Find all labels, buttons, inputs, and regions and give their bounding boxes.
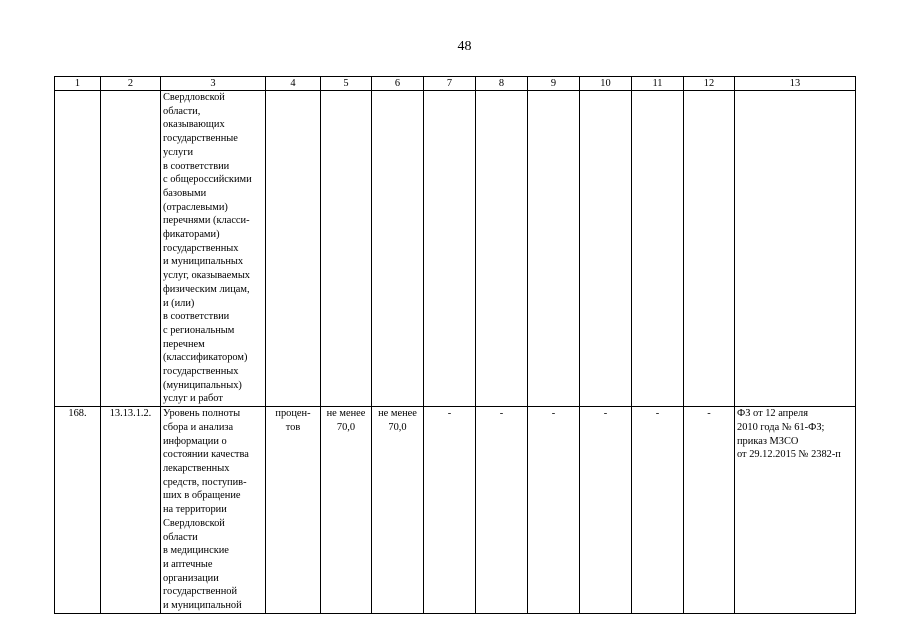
text-line: состоянии качества xyxy=(163,449,249,461)
table-row-continuation xyxy=(55,91,856,407)
cell-empty xyxy=(424,91,476,407)
cell-empty xyxy=(101,91,161,407)
text-line: лекарственных xyxy=(163,462,230,474)
text-line: не менее xyxy=(378,408,417,420)
text-line: процен- xyxy=(275,408,311,420)
text-line: информации о xyxy=(163,435,227,447)
header-cell: 6 xyxy=(372,77,424,91)
cell-empty xyxy=(266,91,321,407)
text-line: организации xyxy=(163,572,219,584)
text-line: услуг и работ xyxy=(163,393,223,405)
value-cell-col10: - xyxy=(580,407,632,614)
value-cell-col5 xyxy=(321,407,372,614)
text-line: услуг, оказываемых xyxy=(163,270,250,282)
text-line: Уровень полноты xyxy=(163,408,241,420)
indicator-name-continuation xyxy=(161,91,266,407)
header-cell: 12 xyxy=(684,77,735,91)
text-line: тов xyxy=(285,421,301,433)
text-line: государственные xyxy=(163,133,238,145)
header-cell: 3 xyxy=(161,77,266,91)
header-row xyxy=(55,77,856,91)
text-line: и муниципальной xyxy=(163,600,242,612)
cell-empty xyxy=(321,91,372,407)
cell-empty xyxy=(476,91,528,407)
value-cell-col8: - xyxy=(476,407,528,614)
unit-cell xyxy=(266,407,321,614)
cell-empty xyxy=(528,91,580,407)
header-cell: 1 xyxy=(55,77,101,91)
indicator-name-cell xyxy=(161,407,266,614)
header-cell: 9 xyxy=(528,77,580,91)
text-line: с региональным xyxy=(163,324,235,336)
cell-empty xyxy=(55,91,101,407)
table-row-168 xyxy=(55,407,856,614)
cell-empty xyxy=(684,91,735,407)
text-line: Свердловской xyxy=(163,517,225,529)
text-line: (классификатором) xyxy=(163,352,248,364)
text-line: перечнями (класси- xyxy=(163,215,250,227)
value-cell-col6 xyxy=(372,407,424,614)
text-line: не менее xyxy=(326,408,366,420)
text-line: средств, поступив- xyxy=(163,476,247,488)
header-cell: 7 xyxy=(424,77,476,91)
value-cell-col9: - xyxy=(528,407,580,614)
text-line: 70,0 xyxy=(388,421,407,433)
header-cell: 13 xyxy=(735,77,856,91)
text-line: в соответствии xyxy=(163,311,230,323)
text-line: государственных xyxy=(163,366,239,378)
text-line: оказывающих xyxy=(163,119,225,131)
value-cell-col7: - xyxy=(424,407,476,614)
page-number: 48 xyxy=(457,39,472,54)
text-line: базовыми xyxy=(163,187,207,199)
row-code-cell: 13.13.1.2. xyxy=(101,407,161,614)
header-cell: 5 xyxy=(321,77,372,91)
text-line: 70,0 xyxy=(336,421,356,433)
cell-empty xyxy=(735,91,856,407)
row-number-cell: 168. xyxy=(55,407,101,614)
text-line: услуги xyxy=(163,146,194,158)
text-line: 2010 года № 61-ФЗ; xyxy=(737,421,825,433)
text-line: области, xyxy=(163,105,201,117)
text-line: и муниципальных xyxy=(163,256,244,268)
text-line: сбора и анализа xyxy=(163,421,234,433)
text-line: от 29.12.2015 № 2382-п xyxy=(737,449,841,461)
text-line: государственной xyxy=(163,586,238,598)
text-line: фикаторами) xyxy=(163,229,220,241)
text-line: (муниципальных) xyxy=(163,379,242,391)
source-cell xyxy=(735,407,856,614)
cell-empty xyxy=(580,91,632,407)
text-line: государственных xyxy=(163,242,239,254)
text-line: в медицинские xyxy=(163,545,229,557)
value-cell-col11: - xyxy=(632,407,684,614)
text-line: Свердловской xyxy=(163,92,225,103)
text-line: ших в обращение xyxy=(163,490,241,502)
text-line: (отраслевыми) xyxy=(163,201,228,213)
text-line: и (или) xyxy=(163,297,195,309)
cell-empty xyxy=(632,91,684,407)
text-line: приказ МЗСО xyxy=(737,435,799,447)
text-line: на территории xyxy=(163,504,227,516)
header-cell: 10 xyxy=(580,77,632,91)
indicators-table xyxy=(54,76,856,614)
cell-empty xyxy=(372,91,424,407)
value-cell-col12: - xyxy=(684,407,735,614)
header-cell: 8 xyxy=(476,77,528,91)
header-cell: 4 xyxy=(266,77,321,91)
text-line: в соответствии xyxy=(163,160,230,172)
text-line: ФЗ от 12 апреля xyxy=(737,408,809,420)
text-line: с общероссийскими xyxy=(163,174,252,186)
text-line: и аптечные xyxy=(163,558,213,570)
text-line: области xyxy=(163,531,198,543)
header-cell: 11 xyxy=(632,77,684,91)
text-line: физическим лицам, xyxy=(163,283,250,295)
header-cell: 2 xyxy=(101,77,161,91)
text-line: перечнем xyxy=(163,338,205,350)
